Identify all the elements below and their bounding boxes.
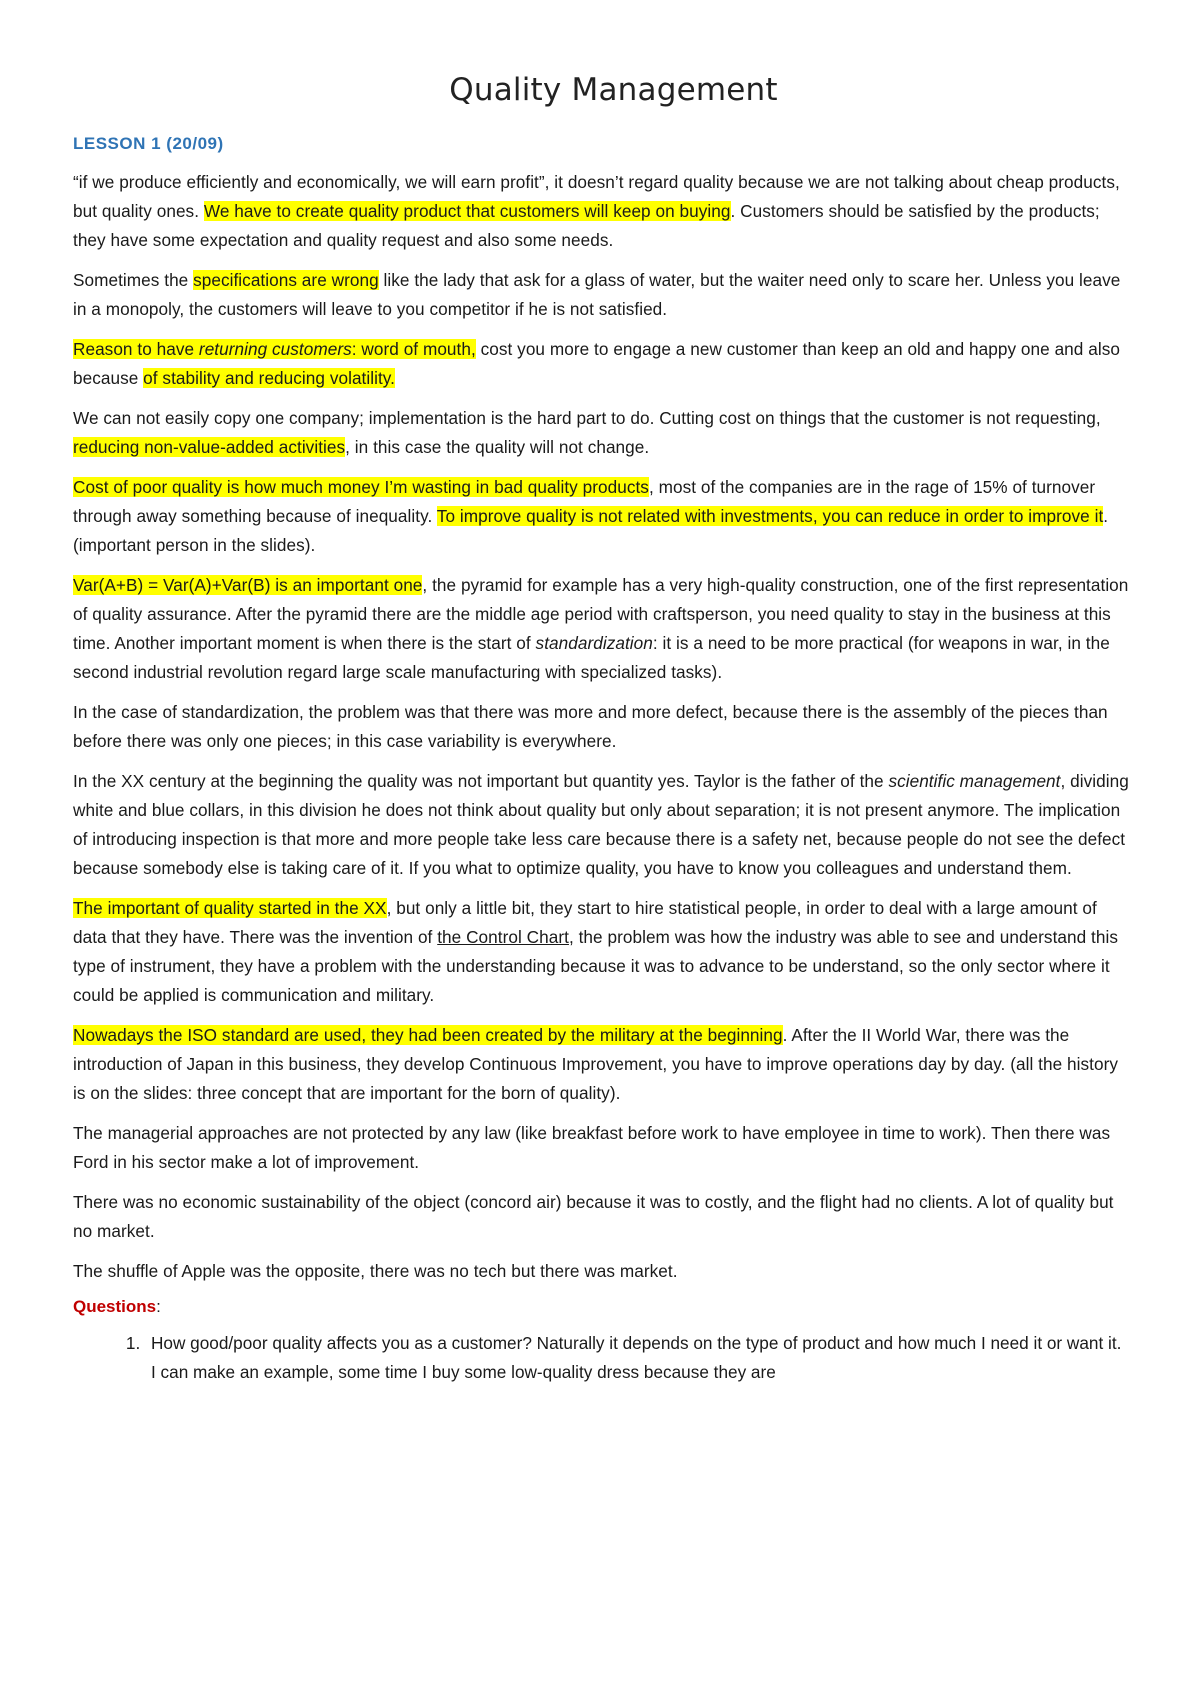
paragraph-11: The managerial approaches are not protected by any law (like breakfast before work to have employee in time to work). Then there was Ford in his sector make a lot of improvement. [73,1123,1111,1172]
highlight: We have to create quality product that customers will keep on buying [203,201,731,221]
highlight: Nowadays the ISO standard are used, they had been created by the military at the beginning [73,1025,783,1045]
paragraph-6: Var(A+B) = Var(A)+Var(B) is an important one, the pyramid for example has a very high-quality construction, one of the first representation of quality assurance. After the pyramid there are the middle age period with craftsperson, you need quality to stay in the business at this time. Another important moment is when there is the start of standardization: it is a need to be more practical (for weapons in war, in the second industrial revolution regard large scale manufacturing with specialized tasks). [73,575,1129,682]
highlight: Reason to have returning customers: word of mouth, [73,339,476,359]
questions-list [73,1329,1130,1387]
document-title: Quality Management [449,72,778,108]
paragraph-12: There was no economic sustainability of the object (concord air) because it was to costly, and the flight had no clients. A lot of quality but no market. [73,1192,1114,1241]
paragraph-13: The shuffle of Apple was the opposite, there was no tech but there was market. [73,1261,678,1281]
paragraph-2: Sometimes the specifications are wrong like the lady that ask for a glass of water, but the waiter need only to scare her. Unless you leave in a monopoly, the customers will leave to you competitor if he is not satisfied. [73,270,1121,319]
lesson-heading: LESSON 1 (20/09) [73,134,224,153]
questions-heading: Questions: [73,1297,161,1316]
highlight: specifications are wrong [193,270,379,290]
highlight: reducing non-value-added activities [73,437,346,457]
highlight: Var(A+B) = Var(A)+Var(B) is an important one [73,575,423,595]
paragraph-4: We can not easily copy one company; implementation is the hard part to do. Cutting cost on things that the customer is not requesting, reducing non-value-added activities, in this case the quality will not change. [73,408,1101,457]
paragraph-3: Reason to have returning customers: word of mouth, cost you more to engage a new customer than keep an old and happy one and also because of stability and reducing volatility. [73,339,1120,388]
paragraph-8: In the XX century at the beginning the quality was not important but quantity yes. Taylor is the father of the scientific management, dividing white and blue collars, in this division he does not think about quality but only about separation; it is not present anymore. The implication of introducing inspection is that more and more people take less care because there is a safety net, because people do not see the defect because somebody else is taking care of it. If you what to optimize quality, you have to know you colleagues and understand them. [73,771,1129,878]
underlined-term: the Control Chart [437,927,569,947]
highlight: To improve quality is not related with investments, you can reduce in order to improve it [436,506,1104,526]
highlight: The important of quality started in the XX [73,898,387,918]
highlight: of stability and reducing volatility. [143,368,396,388]
paragraph-7: In the case of standardization, the problem was that there was more and more defect, because there is the assembly of the pieces than before there was only one pieces; in this case variability is everywhere. [73,702,1108,751]
paragraph-1: “if we produce efficiently and economically, we will earn profit”, it doesn’t regard quality because we are not talking about cheap products, but quality ones. We have to create quality product that customers will keep on buying. Customers should be satisfied by the products; they have some expectation and quality request and also some needs. [73,172,1120,250]
paragraph-9: The important of quality started in the XX, but only a little bit, they start to hire statistical people, in order to deal with a large amount of data that they have. There was the invention of the Control Chart, the problem was how the industry was able to see and understand this type of instrument, they have a problem with the understanding because it was to advance to be understand, so the only sector where it could be applied is communication and military. [73,898,1118,1005]
highlight: Cost of poor quality is how much money I’m wasting in bad quality products [73,477,649,497]
paragraph-5: Cost of poor quality is how much money I’m wasting in bad quality products, most of the companies are in the rage of 15% of turnover through away something because of inequality. To improve quality is not related with investments, you can reduce in order to improve it. (important person in the slides). [73,477,1109,555]
list-item: 1. How good/poor quality affects you as a customer? Naturally it depends on the type of product and how much I need it or want it. I can make an example, some time I buy some low-quality dress because they are [145,1329,1130,1387]
paragraph-10: Nowadays the ISO standard are used, they had been created by the military at the beginning. After the II World War, there was the introduction of Japan in this business, they develop Continuous Improvement, you have to improve operations day by day. (all the history is on the slides: three concept that are important for the born of quality). [73,1025,1118,1103]
